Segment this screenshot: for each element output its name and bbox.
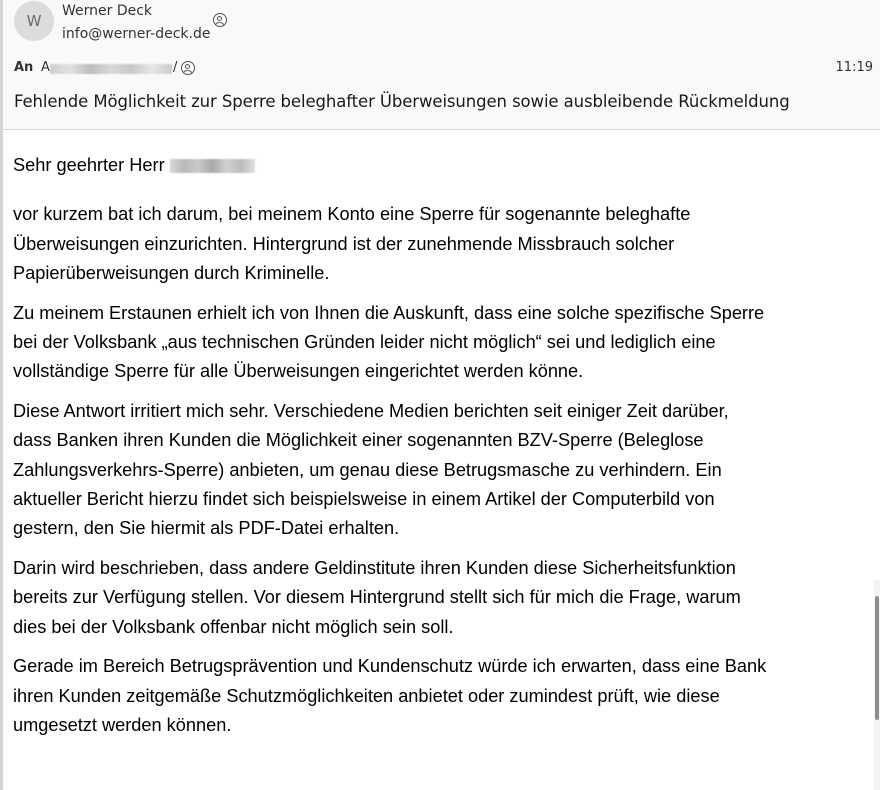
greeting — [13, 151, 880, 180]
body-paragraph — [13, 397, 880, 543]
body-line: ihren Kunden zeitgemäße Schutzmöglichkeiten anbietet oder zumindest prüft, wie diese — [13, 685, 720, 706]
body-paragraph — [13, 554, 880, 642]
body-paragraph — [13, 200, 880, 288]
recipient-name-suffix: / — [173, 60, 178, 75]
recipient-contact-card-icon[interactable] — [181, 61, 195, 75]
message-header — [3, 0, 880, 130]
sender-email[interactable]: info@werner-deck.de — [62, 26, 211, 42]
body-paragraph — [13, 299, 880, 387]
body-line: dass Banken ihren Kunden die Möglichkeit einer sogenannten BZV-Sperre (Beleglose — [13, 430, 704, 451]
recipient-name-redacted[interactable] — [50, 64, 172, 74]
body-line: umgesetzt werden können. — [13, 715, 232, 736]
body-line: vollständige Sperre für alle Überweisungen eingerichtet werden könne. — [13, 361, 584, 382]
message-subject: Fehlende Möglichkeit zur Sperre beleghafter Überweisungen sowie ausbleibende Rückmeldung — [14, 92, 790, 111]
body-line: Darin wird beschrieben, dass andere Geldinstitute ihren Kunden diese Sicherheitsfunktion — [13, 558, 736, 579]
greeting-name-redacted — [170, 159, 255, 173]
recipient-name-prefix[interactable]: A — [41, 60, 50, 75]
recipient-label: An — [14, 60, 34, 75]
message-body — [13, 151, 880, 751]
body-line: dies bei der Volksbank offenbar nicht möglich sein soll. — [13, 616, 454, 637]
body-line: Papierüberweisungen durch Kriminelle. — [13, 262, 330, 283]
greeting-text: Sehr geehrter Herr — [13, 155, 165, 175]
sender-name[interactable]: Werner Deck — [62, 3, 153, 19]
body-line: bei der Volksbank „aus technischen Gründen leider nicht möglich“ sei und lediglich eine — [13, 331, 716, 352]
body-paragraph — [13, 652, 880, 740]
body-line: gestern, den Sie hiermit als PDF-Datei erhalten. — [13, 518, 400, 539]
sender-contact-card-icon[interactable] — [213, 13, 227, 27]
body-line: aktueller Bericht hierzu findet sich beispielsweise in einem Artikel der Computerbild von — [13, 488, 715, 509]
body-line: bereits zur Verfügung stellen. Vor diesem Hintergrund stellt sich für mich die Frage, warum — [13, 587, 741, 608]
body-line: Zu meinem Erstaunen erhielt ich von Ihnen die Auskunft, dass eine solche spezifische Sperre — [13, 302, 765, 323]
body-line: Diese Antwort irritiert mich sehr. Verschiedene Medien berichten seit einiger Zeit darüber, — [13, 401, 729, 422]
body-line: Zahlungsverkehrs-Sperre) anbieten, um genau diese Betrugsmasche zu verhindern. Ein — [13, 459, 722, 480]
scrollbar-thumb[interactable] — [875, 596, 879, 720]
body-line: Gerade im Bereich Betrugsprävention und Kundenschutz würde ich erwarten, dass eine Bank — [13, 656, 767, 677]
sender-avatar[interactable]: W — [14, 1, 54, 41]
body-line: vor kurzem bat ich darum, bei meinem Konto eine Sperre für sogenannte beleghafte — [13, 204, 691, 225]
body-line: Überweisungen einzurichten. Hintergrund ist der zunehmende Missbrauch solcher — [13, 233, 675, 254]
message-time: 11:19 — [835, 60, 873, 75]
